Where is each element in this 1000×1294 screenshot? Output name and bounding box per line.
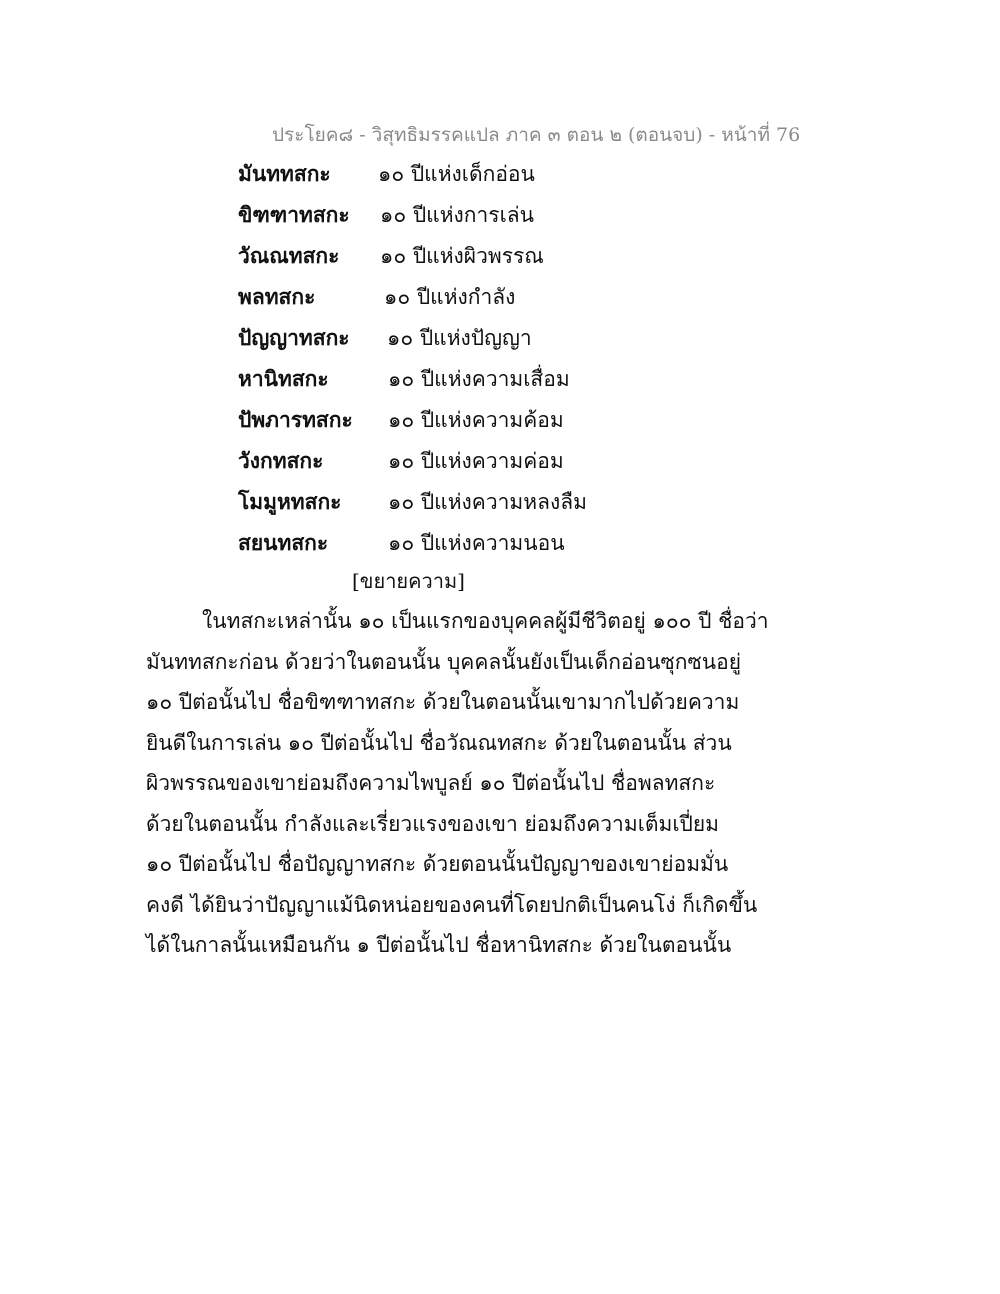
- body-line: ด้วยในตอนนั้น กำลังและเรี่ยวแรงของเขา ย่อมถึงความเต็มเปี่ยม: [146, 811, 720, 836]
- body-line: ๑๐ ปีต่อนั้นไป ชื่อปัญญาทสกะ ด้วยตอนนั้นปัญญาของเขาย่อมมั่น: [146, 852, 729, 876]
- term-row: [238, 199, 758, 240]
- running-header: ประโยค๘ - วิสุทธิมรรคแปล ภาค ๓ ตอน ๒ (ตอนจบ) - หน้าที่ 76: [272, 124, 801, 146]
- term-row: [238, 445, 758, 486]
- term-meaning: ๑๐ ปีแห่งปัญญา: [387, 326, 532, 350]
- term-meaning: ๑๐ ปีแห่งความหลงลืม: [388, 490, 587, 514]
- term-meaning: ๑๐ ปีแห่งความนอน: [388, 531, 565, 555]
- term-name: สยนทสกะ: [238, 530, 329, 555]
- term-name: วัณณทสกะ: [238, 243, 340, 268]
- body-line: ได้ในกาลนั้นเหมือนกัน ๑ ปีต่อนั้นไป ชื่อหานิทสกะ ด้วยในตอนนั้น: [146, 933, 732, 957]
- term-row: [238, 527, 758, 568]
- term-meaning: ๑๐ ปีแห่งเด็กอ่อน: [378, 162, 535, 186]
- term-row: [238, 404, 758, 445]
- term-meaning: ๑๐ ปีแห่งกำลัง: [384, 285, 516, 309]
- term-row: [238, 363, 758, 404]
- body-paragraph: [146, 604, 769, 969]
- term-row: [238, 240, 758, 281]
- term-row: [238, 158, 758, 199]
- body-line: มันททสกะก่อน ด้วยว่าในตอนนั้น บุคคลนั้นยังเป็นเด็กอ่อนซุกซนอยู่: [146, 649, 742, 674]
- section-note-expansion: [ขยายความ]: [352, 569, 465, 593]
- term-name: โมมูหทสกะ: [238, 489, 342, 514]
- term-row: [238, 322, 758, 363]
- body-line: คงดี ได้ยินว่าปัญญาแม้นิดหน่อยของคนที่โดยปกติเป็นคนโง่ ก็เกิดขึ้น: [146, 892, 758, 917]
- term-name: หานิทสกะ: [238, 366, 329, 391]
- term-name: ขิฑฑาทสกะ: [238, 202, 350, 227]
- body-line: ยินดีในการเล่น ๑๐ ปีต่อนั้นไป ชื่อวัณณทสกะ ด้วยในตอนนั้น ส่วน: [146, 730, 732, 755]
- term-meaning: ๑๐ ปีแห่งความค้อม: [388, 408, 564, 432]
- term-name: พลทสกะ: [238, 284, 316, 309]
- term-name: ปัญญาทสกะ: [238, 325, 350, 350]
- body-line: ๑๐ ปีต่อนั้นไป ชื่อขิฑฑาทสกะ ด้วยในตอนนั้นเขามากไปด้วยความ: [146, 690, 740, 714]
- term-name: มันททสกะ: [238, 161, 331, 186]
- term-meaning: ๑๐ ปีแห่งการเล่น: [380, 203, 534, 227]
- term-meaning: ๑๐ ปีแห่งความเสื่อม: [388, 367, 570, 391]
- term-name: ปัพภารทสกะ: [238, 407, 353, 432]
- term-meaning: ๑๐ ปีแห่งความค่อม: [388, 449, 564, 473]
- term-row: [238, 486, 758, 527]
- body-line: ผิวพรรณของเขาย่อมถึงความไพบูลย์ ๑๐ ปีต่อนั้นไป ชื่อพลทสกะ: [146, 771, 716, 795]
- term-name: วังกทสกะ: [238, 448, 324, 473]
- decade-term-list: [238, 158, 758, 568]
- term-meaning: ๑๐ ปีแห่งผิวพรรณ: [380, 244, 544, 268]
- term-row: [238, 281, 758, 322]
- body-line: ในทสกะเหล่านั้น ๑๐ เป็นแรกของบุคคลผู้มีชีวิตอยู่ ๑๐๐ ปี ชื่อว่า: [202, 609, 769, 633]
